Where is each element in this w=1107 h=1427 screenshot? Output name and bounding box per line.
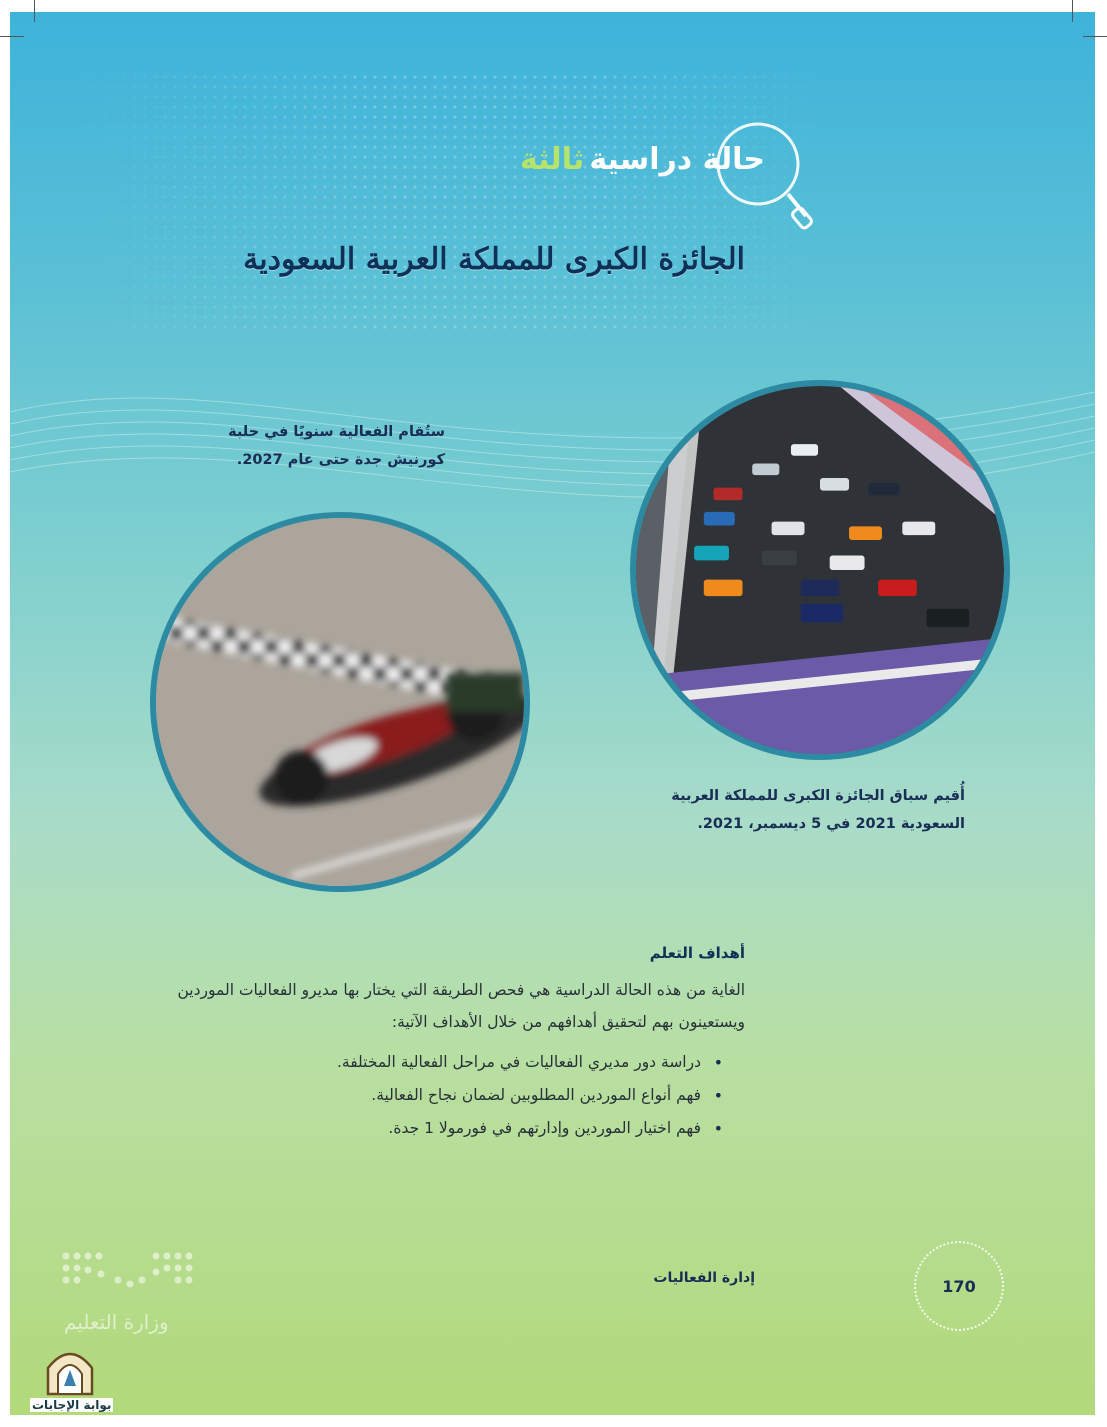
- finish-line-photo: [150, 512, 530, 892]
- finish-line-illustration: [156, 518, 524, 886]
- page-number-circle: [914, 1241, 1004, 1331]
- crop-mark: [0, 36, 24, 37]
- learning-goals-heading: أهداف التعلم: [649, 944, 745, 962]
- right-caption-line-1: أُقيم سباق الجائزة الكبرى للمملكة العربية: [671, 788, 965, 804]
- race-start-illustration: [636, 386, 1004, 754]
- magnifier-icon: [710, 116, 820, 236]
- right-caption-line-2: السعودية 2021 في 5 ديسمبر، 2021.: [697, 816, 965, 832]
- list-item: • فهم اختيار الموردين وإدارتهم في فورمولا 1 جدة.: [337, 1112, 723, 1145]
- ministry-name: وزارة التعليم: [64, 1310, 169, 1334]
- case-study-word: حالة دراسية: [589, 142, 765, 177]
- page-number-text: 170: [942, 1276, 976, 1296]
- left-caption-line-2: كورنيش جدة حتى عام 2027.: [236, 452, 445, 468]
- learning-goals-paragraph: الغاية من هذه الحالة الدراسية هي فحص الطريقة التي يختار بها مديرو الفعاليات الموردين ويستعينون بهم لتحقيق أهدافهم من خلال الأهداف الآتية:: [177, 981, 745, 1031]
- race-start-photo: [630, 380, 1010, 760]
- list-item: • دراسة دور مديري الفعاليات في مراحل الفعالية المختلفة.: [337, 1046, 723, 1079]
- case-study-number: ثالثة: [519, 142, 585, 177]
- right-photo-caption: [625, 782, 965, 838]
- left-caption-line-1: ستُقام الفعالية سنويًا في حلبة: [228, 424, 445, 440]
- footer-section-label: إدارة الفعاليات: [653, 1270, 755, 1286]
- list-item: • فهم أنواع الموردين المطلوبين لضمان نجاح الفعالية.: [337, 1079, 723, 1112]
- page-title: الجائزة الكبرى للمملكة العربية السعودية: [243, 242, 745, 277]
- badge-icon: [42, 1346, 98, 1396]
- badge-label: بوابة الإجابات: [32, 1398, 112, 1412]
- left-photo-caption: [185, 418, 445, 474]
- crop-mark: [1072, 0, 1073, 22]
- learning-goals-list: [337, 1046, 723, 1145]
- crop-mark: [34, 0, 35, 22]
- ministry-dots-icon: [58, 1248, 208, 1298]
- crop-mark: [1083, 36, 1107, 37]
- textbook-page: [10, 12, 1095, 1415]
